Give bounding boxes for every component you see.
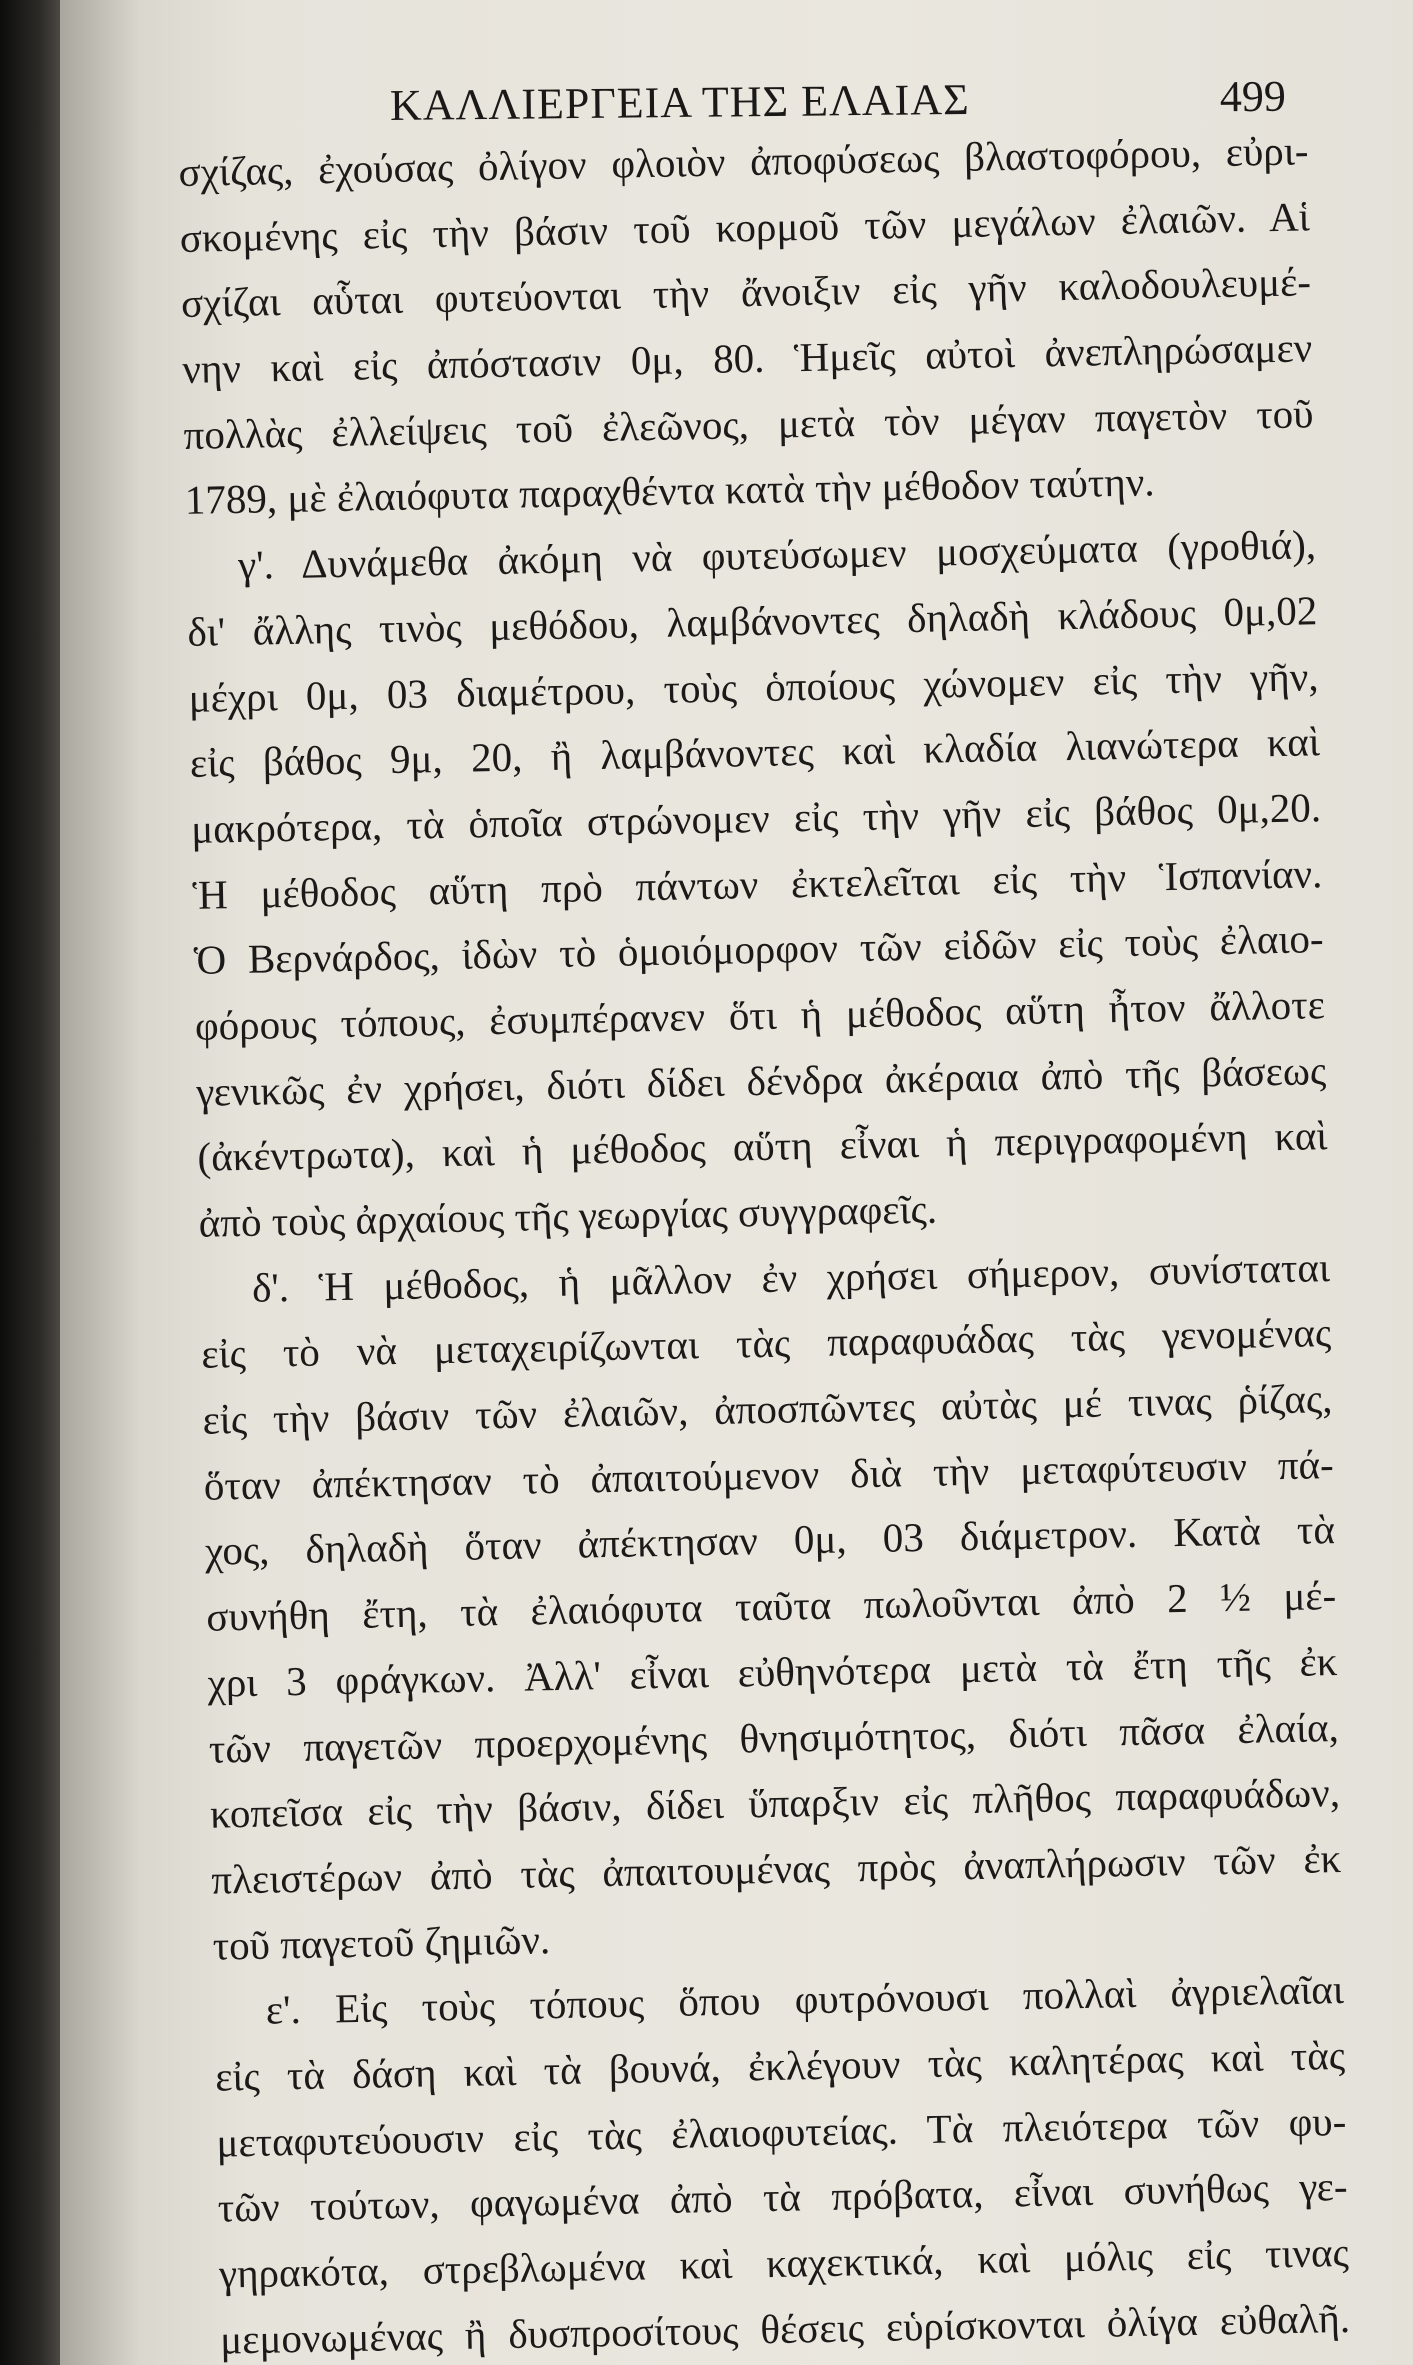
text-line: εἰς τὸ νὰ μεταχειρίζωνται τὰς παραφυάδας τὰς γενομένας [200, 1309, 1332, 1378]
text-line: πλειστέρων ἀπὸ τὰς ἀπαιτουμένας πρὸς ἀναπλήρωσιν τῶν ἐκ [210, 1834, 1342, 1903]
paragraph-start-line: ε'. Εἰς τοὺς τόπους ὅπου φυτρόνουσι πολλαὶ ἀγριελαῖαι [265, 1966, 1345, 2033]
text-line: μακρότερα, τὰ ὁποῖα στρώνομεν εἰς τὴν γῆν εἰς βάθος 0μ,20. [190, 784, 1322, 852]
text-line: Ὁ Βερνάρδος, ἰδὼν τὸ ὁμοιόμορφον τῶν εἰδῶν εἰς τοὺς ἐλαιο- [193, 915, 1324, 984]
body-text [178, 118, 1351, 2365]
text-line: 1789, μὲ ἐλαιόφυτα παραχθέντα κατὰ τὴν μέθοδον ταύτην. [184, 458, 1155, 524]
text-line: δι' ἄλλης τινὸς μεθόδου, λαμβάνοντες δηλαδὴ κλάδους 0μ,02 [187, 587, 1318, 655]
text-line: τῶν παγετῶν προερχομένης θνησιμότητος, διότι πᾶσα ἐλαία, [208, 1703, 1340, 1772]
running-title: ΚΑΛΛΙΕΡΓΕΙΑ ΤΗΣ ΕΛΑΙΑΣ [389, 74, 970, 130]
text-line: ὅταν ἀπέκτησαν τὸ ἀπαιτούμενον διὰ τὴν μεταφύτευσιν πά- [203, 1440, 1335, 1509]
paragraph-start-line: δ'. Ἡ μέθοδος, ἡ μᾶλλον ἐν χρήσει σήμερον, συνίσταται [251, 1243, 1331, 1311]
text-line: κοπεῖσα εἰς τὴν βάσιν, δίδει ὕπαρξιν εἰς πλῆθος παραφυάδων, [209, 1769, 1341, 1837]
text-line: μέχρι 0μ, 03 διαμέτρου, τοὺς ὁποίους χώνομεν εἰς τὴν γῆν, [188, 652, 1319, 721]
text-line: μεταφυτεύουσιν εἰς τὰς ἐλαιοφυτείας. Τὰ πλειότερα τῶν φυ- [216, 2097, 1347, 2166]
text-line: τοῦ παγετοῦ ζημιῶν. [212, 1915, 551, 1969]
text-line: φόρους τόπους, ἐσυμπέρανεν ὅτι ἡ μέθοδος αὕτη ἦτον ἄλλοτε [194, 981, 1326, 1049]
text-line: χρι 3 φράγκων. Ἀλλ' εἶναι εὐθηνότερα μετὰ τὰ ἔτη τῆς ἐκ [207, 1637, 1338, 1706]
text-line: εἰς τὴν βάσιν τῶν ἐλαιῶν, ἀποσπῶντες αὐτὰς μέ τινας ῥίζας, [202, 1375, 1333, 1443]
text-line: χος, δηλαδὴ ὅταν ἀπέκτησαν 0μ, 03 διάμετρον. Κατὰ τὰ [204, 1506, 1336, 1575]
text-line: γενικῶς ἐν χρήσει, διότι δίδει δένδρα ἀκέραια ἀπὸ τῆς βάσεως [195, 1046, 1327, 1115]
text-line: σκομένης εἰς τὴν βάσιν τοῦ κορμοῦ τῶν μεγάλων ἐλαιῶν. Αἱ [179, 192, 1311, 261]
text-line: τῶν τούτων, φαγωμένα ἀπὸ τὰ πρόβατα, εἶναι συνήθως γε- [217, 2163, 1348, 2231]
text-line: πολλὰς ἐλλείψεις τοῦ ἐλεῶνος, μετὰ τὸν μέγαν παγετὸν τοῦ [183, 390, 1314, 458]
page-number: 499 [1219, 71, 1287, 122]
text-line: σχίζας, ἐχούσας ὀλίγον φλοιὸν ἀποφύσεως βλαστοφόρου, εὐρι- [178, 127, 1309, 195]
text-line: εἰς βάθος 9μ, 20, ἢ λαμβάνοντες καὶ κλαδία λιανώτερα καὶ [189, 718, 1321, 787]
text-line: νην καὶ εἰς ἀπόστασιν 0μ, 80. Ἡμεῖς αὐτοὶ ἀνεπληρώσαμεν [181, 324, 1313, 393]
paragraph-start-line: γ'. Δυνάμεθα ἀκόμη νὰ φυτεύσωμεν μοσχεύματα (γροθιά), [237, 521, 1317, 589]
text-line: ἀπὸ τοὺς ἀρχαίους τῆς γεωργίας συγγραφεῖς. [198, 1185, 938, 1246]
text-line: Ἡ μέθοδος αὕτη πρὸ πάντων ἐκτελεῖται εἰς τὴν Ἱσπανίαν. [192, 849, 1323, 918]
text-line: μεμονωμένας ἢ δυσπροσίτους θέσεις εὑρίσκονται ὀλίγα εὐθαλῆ. [219, 2294, 1351, 2363]
text-line: εἰς τὰ δάση καὶ τὰ βουνά, ἐκλέγουν τὰς καλητέρας καὶ τὰς [214, 2031, 1346, 2100]
text-line: σχίζαι αὗται φυτεύονται τὴν ἄνοιξιν εἰς γῆν καλοδουλευμέ- [180, 258, 1312, 327]
text-line: γηρακότα, στρεβλωμένα καὶ καχεκτικά, καὶ μόλις εἰς τινας [218, 2228, 1350, 2297]
book-page [60, 0, 1413, 2365]
text-line: συνήθη ἔτη, τὰ ἐλαιόφυτα ταῦτα πωλοῦνται ἀπὸ 2 ½ μέ- [205, 1572, 1337, 1640]
text-line: (ἀκέντρωτα), καὶ ἡ μέθοδος αὕτη εἶναι ἡ περιγραφομένη καὶ [197, 1112, 1328, 1181]
